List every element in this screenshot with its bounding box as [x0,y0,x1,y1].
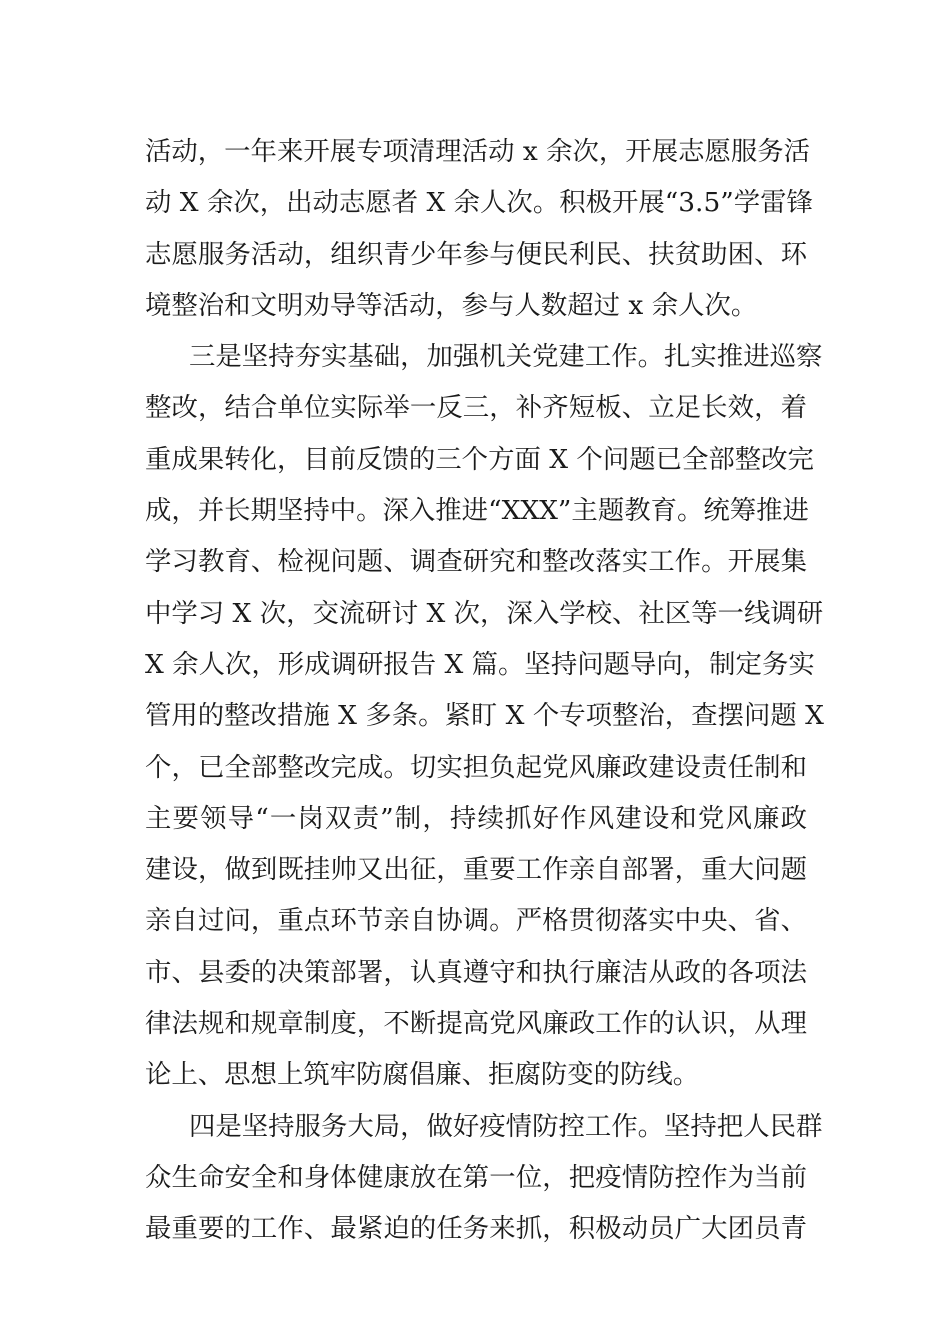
paragraph-activities [145,126,813,331]
paragraph-epidemic-prevention [145,1101,823,1255]
text-line: 最重要的工作、最紧迫的任务来抓，积极动员广大团员青 [145,1213,807,1245]
text-line: 整改，结合单位实际举一反三，补齐短板、立足长效，着 [145,392,807,424]
text-line: 中学习 X 次，交流研讨 X 次，深入学校、社区等一线调研 [145,597,824,629]
text-line: 个，已全部整改完成。切实担负起党风廉政建设责任制和 [145,751,807,783]
text-line: 学习教育、检视问题、调查研究和整改落实工作。开展集 [145,546,807,578]
text-line: 境整治和文明劝导等活动，参与人数超过 x 余人次。 [145,289,758,321]
text-line: X 余人次，形成调研报告 X 篇。坚持问题导向，制定务实 [145,648,815,680]
text-line: 三是坚持夯实基础，加强机关党建工作。扎实推进巡察 [189,341,823,373]
text-line: 重成果转化，目前反馈的三个方面 X 个问题已全部整改完 [145,443,814,475]
text-line: 管用的整改措施 X 多条。紧盯 X 个专项整治，查摆问题 X [145,700,824,732]
text-line: 四是坚持服务大局，做好疫情防控工作。坚持把人民群 [189,1110,823,1142]
text-line: 动 X 余次，出动志愿者 X 余人次。积极开展“3.5”学雷锋 [145,187,813,219]
text-line: 建设，做到既挂帅又出征，重要工作亲自部署，重大问题 [145,854,807,886]
text-line: 志愿服务活动，组织青少年参与便民利民、扶贫助困、环 [145,238,807,270]
text-line: 论上、思想上筑牢防腐倡廉、拒腐防变的防线。 [145,1059,700,1091]
text-line: 主要领导“一岗双责”制，持续抓好作风建设和党风廉政 [145,802,807,834]
paragraph-party-building [145,331,824,1100]
body-text [145,126,824,1255]
text-line: 众生命安全和身体健康放在第一位，把疫情防控作为当前 [145,1161,807,1193]
text-line: 活动，一年来开展专项清理活动 x 余次，开展志愿服务活 [145,136,811,167]
text-line: 亲自过问，重点环节亲自协调。严格贯彻落实中央、省、 [145,905,807,937]
text-line: 律法规和规章制度，不断提高党风廉政工作的认识，从理 [145,1008,807,1040]
text-line: 市、县委的决策部署，认真遵守和执行廉洁从政的各项法 [145,956,807,988]
text-line: 成，并长期坚持中。深入推进“XXX”主题教育。统筹推进 [145,495,809,527]
